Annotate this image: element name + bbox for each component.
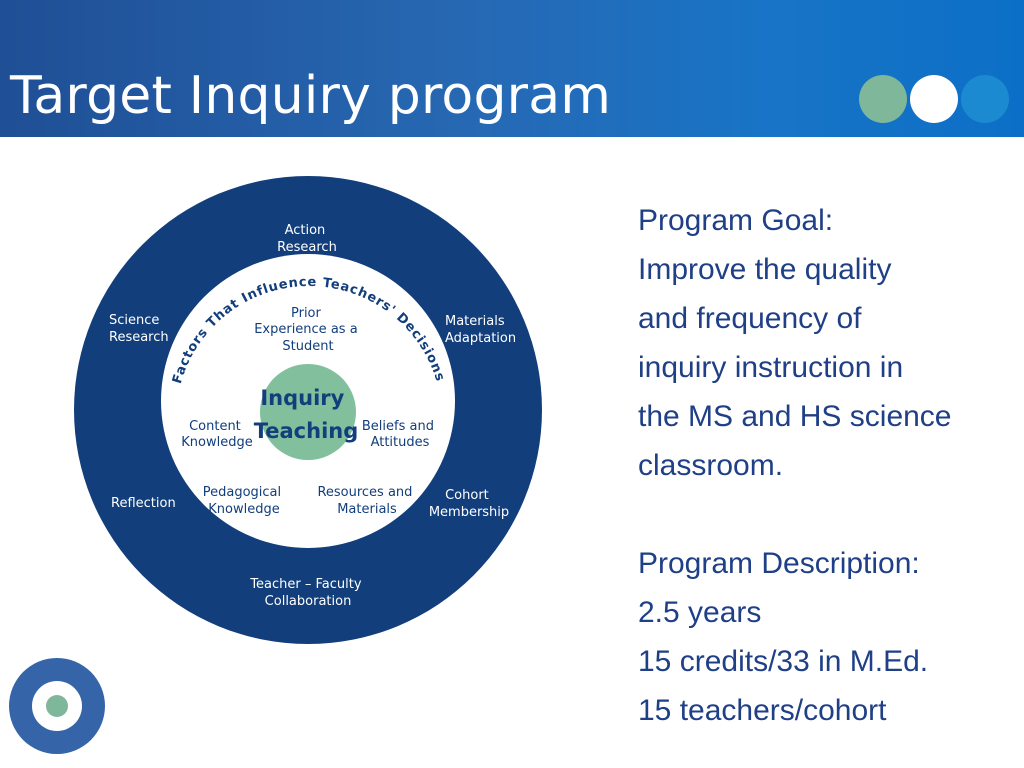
goal-line: the MS and HS science (638, 400, 952, 433)
program-info-panel (638, 196, 1018, 735)
slide-title: Target Inquiry program (10, 66, 612, 126)
center-circle (260, 364, 356, 460)
feature-reflection: Reflection (111, 496, 176, 511)
feature-materials-adaptation: Materials Adaptation (445, 314, 517, 346)
factor-beliefs-attitudes: Beliefs and Attitudes (361, 419, 434, 450)
inner-arc-title: Factors That Influence Teachers' Decisions (169, 274, 448, 386)
feature-action-research: Action Research (277, 223, 337, 255)
factor-resources-materials: Resources and Materials (317, 485, 413, 517)
center-label: Inquiry Teaching (253, 386, 359, 443)
factor-prior-experience: Prior Experience as a Student (254, 306, 358, 354)
feature-collaboration: Teacher – Faculty Collaboration (250, 577, 362, 609)
decorative-ring-icon (9, 658, 105, 754)
goal-line: inquiry instruction in (638, 351, 904, 384)
feature-science-research: Science Research (109, 313, 169, 345)
description-heading: Program Description: (638, 547, 920, 580)
goal-line: Improve the quality (638, 253, 892, 286)
outer-arc-title: Features of Target Inquiry (TI) (175, 137, 433, 204)
feature-cohort-membership: Cohort Membership (428, 488, 510, 520)
factor-content-knowledge: Content Knowledge (181, 419, 253, 450)
factor-pedagogical-knowledge: Pedagogical Knowledge (202, 485, 282, 517)
description-line: 2.5 years (638, 596, 762, 629)
goal-heading: Program Goal: (638, 204, 834, 237)
goal-line: and frequency of (638, 302, 862, 335)
goal-line: classroom. (638, 449, 784, 482)
description-line: 15 credits/33 in M.Ed. (638, 645, 929, 678)
ring-center-dot-icon (46, 695, 68, 717)
section-spacer (638, 490, 1018, 539)
description-line: 15 teachers/cohort (638, 694, 887, 727)
